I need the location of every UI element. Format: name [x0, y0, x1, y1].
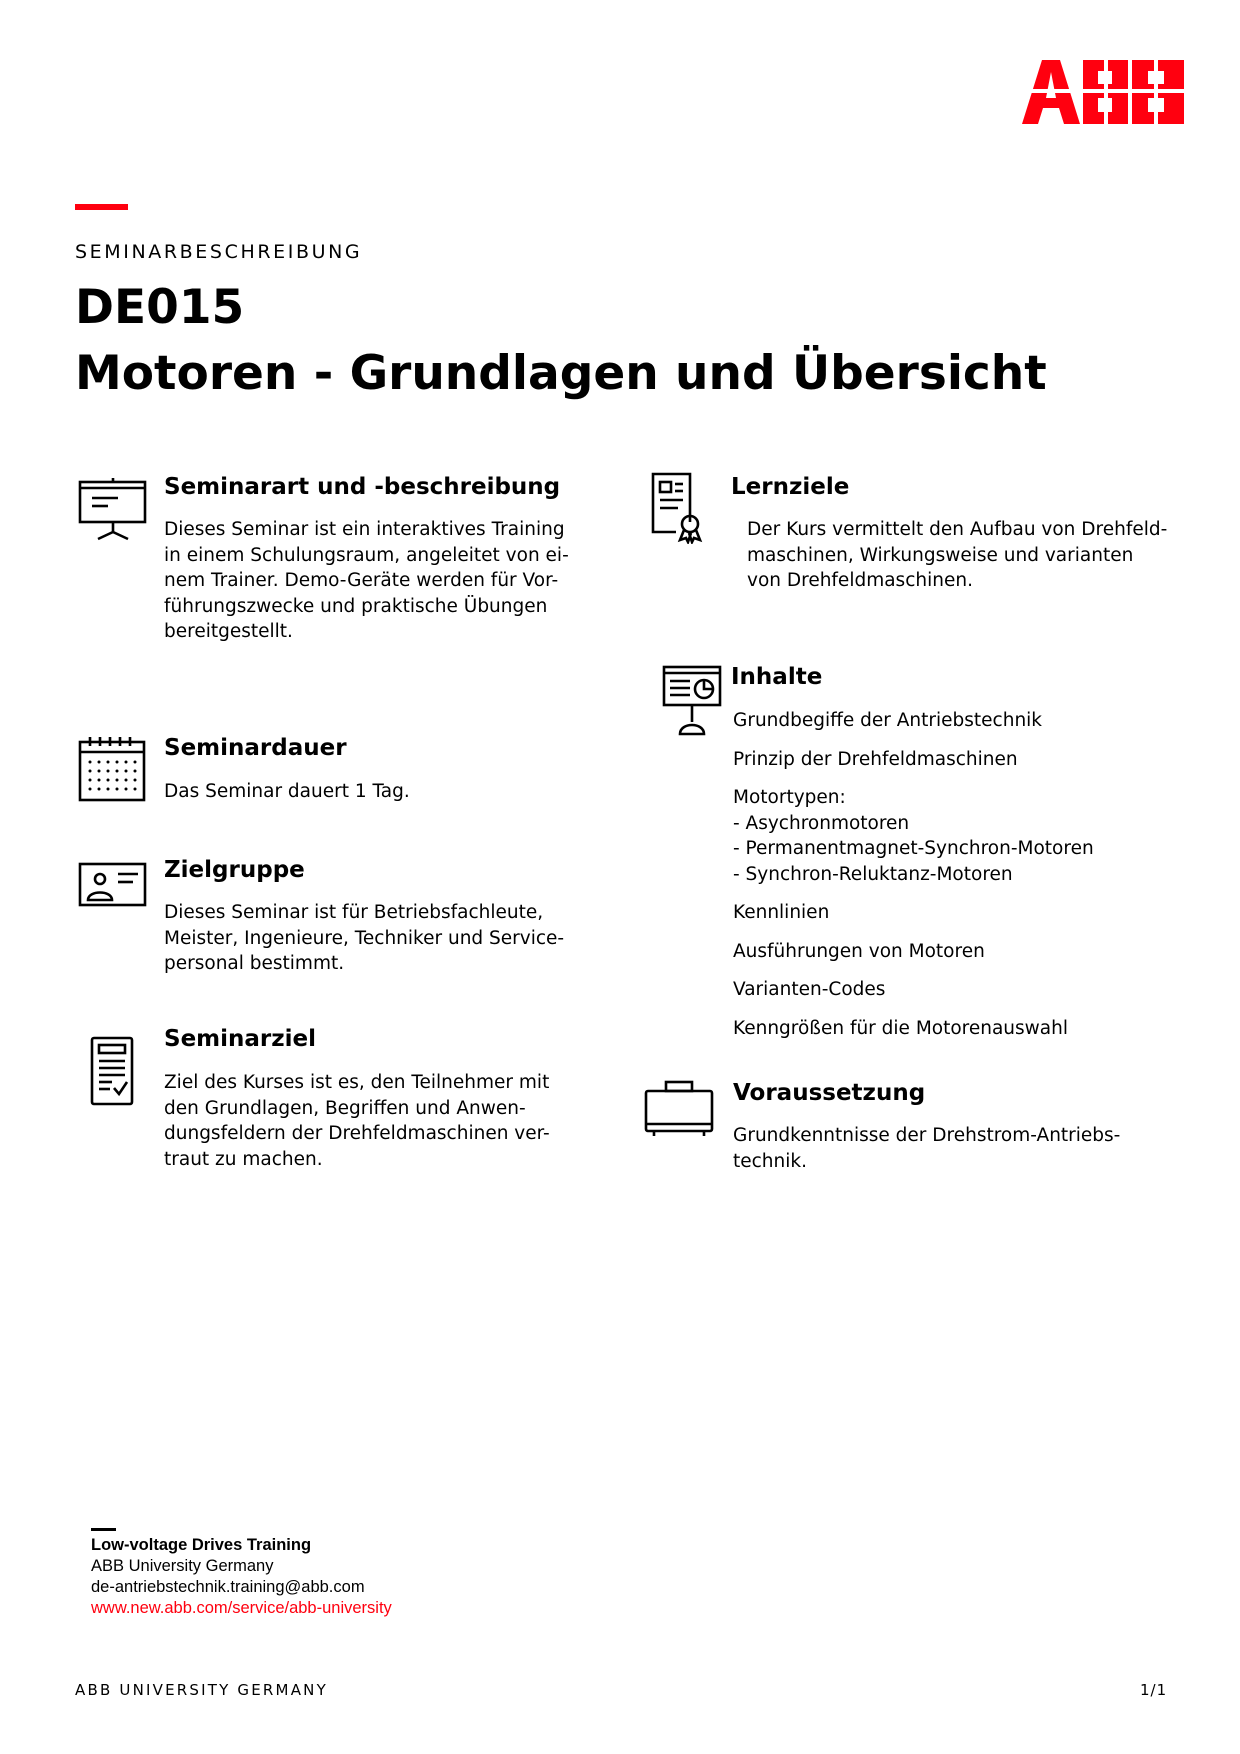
section-heading-seminarart: Seminarart und -beschreibung [164, 474, 561, 500]
contact-department: Low-voltage Drives Training [91, 1536, 312, 1554]
document-type: SEMINARBESCHREIBUNG [75, 241, 363, 263]
list-item: Grundbegiffe der Antriebstechnik [733, 710, 1043, 731]
list-item: Kennlinien [733, 902, 830, 923]
list-item: Motortypen: - Asychronmotoren - Permanentmagnet-Synchron-Motoren - Synchron-Reluktanz-Motoren [733, 787, 1094, 885]
section-heading-lernziele: Lernziele [731, 474, 850, 500]
section-heading-zielgruppe: Zielgruppe [164, 857, 305, 883]
list-item: Kenngrößen für die Motorenauswahl [733, 1017, 1069, 1039]
contact-email-link[interactable]: de-antriebstechnik.training@abb.com [91, 1578, 365, 1596]
section-text-seminarart: Dieses Seminar ist ein interaktives Training in einem Schulungsraum, angeleitet von ei- nem Trainer. Demo-Geräte werden für Vor- führungszwecke und praktische Übungen bereitgestellt. [164, 519, 569, 642]
section-text-voraussetzung: Grundkenntnisse der Drehstrom-Antriebs- technik. [733, 1125, 1121, 1172]
section-heading-seminardauer: Seminardauer [164, 735, 347, 761]
footer-label: ABB UNIVERSITY GERMANY [75, 1681, 328, 1699]
contact-website-link[interactable]: www.new.abb.com/service/abb-university [91, 1599, 392, 1617]
page-number: 1/1 [1140, 1681, 1168, 1699]
section-text-lernziele: Der Kurs vermittelt den Aufbau von Drehfeld- maschinen, Wirkungsweise und varianten von Drehfeldmaschinen. [747, 519, 1168, 591]
presentation-chart-icon [662, 664, 722, 736]
content-list [733, 708, 1173, 1054]
section-heading-inhalte: Inhalte [731, 664, 823, 690]
section-text-zielgruppe: Dieses Seminar ist für Betriebsfachleute, Meister, Ingenieure, Techniker und Service- personal bestimmt. [164, 902, 565, 974]
accent-bar [75, 204, 128, 210]
presentation-board-icon [78, 476, 148, 542]
section-heading-seminarziel: Seminarziel [164, 1026, 317, 1052]
list-item: Prinzip der Drehfeldmaschinen [733, 748, 1018, 770]
list-item: Varianten-Codes [733, 979, 886, 1000]
section-text-seminardauer: Das Seminar dauert 1 Tag. [164, 781, 410, 802]
section-text-seminarziel: Ziel des Kurses ist es, den Teilnehmer mit den Grundlagen, Begriffen und Anwen- dungsfeldern der Drehfeldmaschinen ver- traut zu machen. [164, 1072, 550, 1170]
seminar-code: DE015 [75, 280, 245, 335]
section-heading-voraussetzung: Voraussetzung [733, 1080, 926, 1106]
contact-organization: ABB University Germany [91, 1557, 274, 1575]
seminar-title: Motoren - Grundlagen und Übersicht [75, 346, 1047, 401]
toolbox-icon [644, 1080, 714, 1138]
certificate-icon [650, 472, 706, 544]
contact-divider [91, 1528, 116, 1531]
abb-logo [1022, 60, 1184, 124]
list-item: Ausführungen von Motoren [733, 940, 985, 962]
checklist-document-icon [90, 1036, 136, 1106]
calendar-icon [78, 736, 146, 802]
id-card-icon [78, 862, 148, 908]
